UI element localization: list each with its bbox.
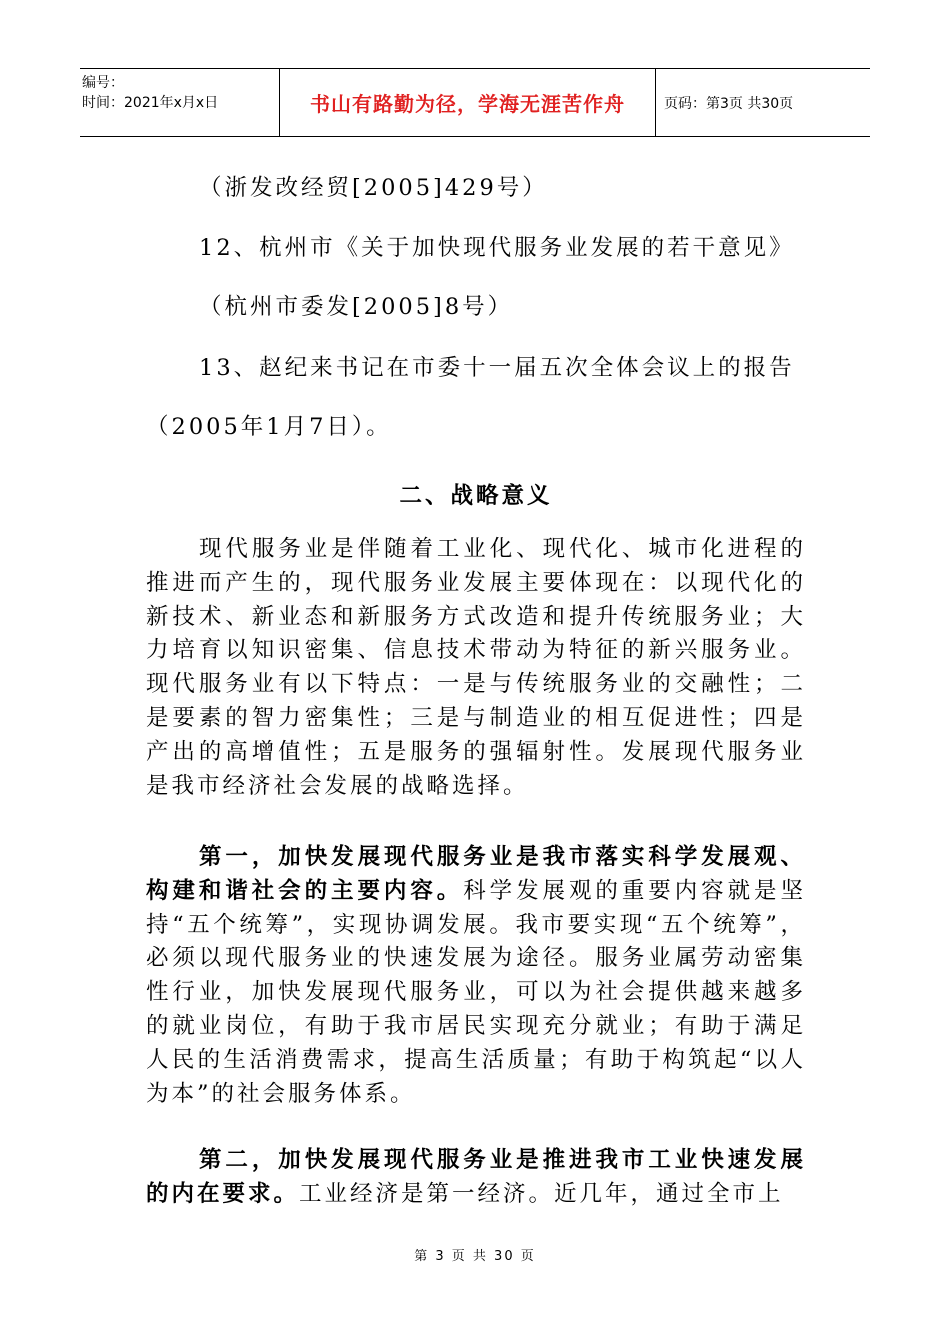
reference-item-12: 12、杭州市《关于加快现代服务业发展的若干意见》 — [199, 235, 795, 261]
paragraph-lead: 第一，加快发展现代服务业是我市落实科学发展观、构建和谐社会的主要内容。 — [146, 844, 806, 904]
reference-line: （杭州市委发[2005]8号） — [199, 294, 514, 320]
header-motto: 书山有路勤为径，学海无涯苦作舟 — [280, 69, 656, 136]
section-title: 二、战略意义 — [399, 483, 553, 509]
header-page-info: 页码：第3页 共30页 — [664, 95, 794, 112]
paragraph-second-point — [146, 1144, 806, 1212]
page-header — [80, 68, 870, 137]
header-meta — [80, 69, 280, 136]
document-number-label: 编号： — [82, 75, 124, 91]
paragraph-text: 科学发展观的重要内容就是坚持“五个统筹”，实现协调发展。我市要实现“五个统筹”，必须以现代服务业的快速发展为途径。服务业属劳动密集性行业，加快发展现代服务业，可以为社会提供越来越多的就业岗位，有助于我市居民实现充分就业；有助于满足人民的生活消费需求，提高生活质量；有助于构筑起“以人为本”的社会服务体系。 — [146, 877, 806, 1107]
paragraph-intro: 现代服务业是伴随着工业化、现代化、城市化进程的推进而产生的，现代服务业发展主要体现在：以现代化的新技术、新业态和新服务方式改造和提升传统服务业；大力培育以知识密集、信息技术带动为特征的新兴服务业。现代服务业有以下特点：一是与传统服务业的交融性；二是要素的智力密集性；三是与制造业的相互促进性；四是产出的高增值性；五是服务的强辐射性。发展现代服务业是我市经济社会发展的战略选择。 — [146, 536, 806, 799]
reference-line: （浙发改经贸[2005]429号） — [199, 175, 548, 201]
reference-item-13: 13、赵纪来书记在市委十一届五次全体会议上的报告 — [199, 355, 795, 381]
paragraph-lead: 第二，加快发展现代服务业是推进我市工业快速发展的内在要求。 — [146, 1147, 806, 1207]
reference-line: （2005年1月7日）。 — [146, 414, 392, 440]
document-time-label: 时间：2021年x月x日 — [82, 95, 219, 111]
paragraph-text: 工业经济是第一经济。近几年，通过全市上 — [299, 1180, 784, 1207]
paragraph-first-point — [146, 841, 806, 1111]
page-footer: 第 3 页 共 30 页 — [414, 1249, 536, 1264]
